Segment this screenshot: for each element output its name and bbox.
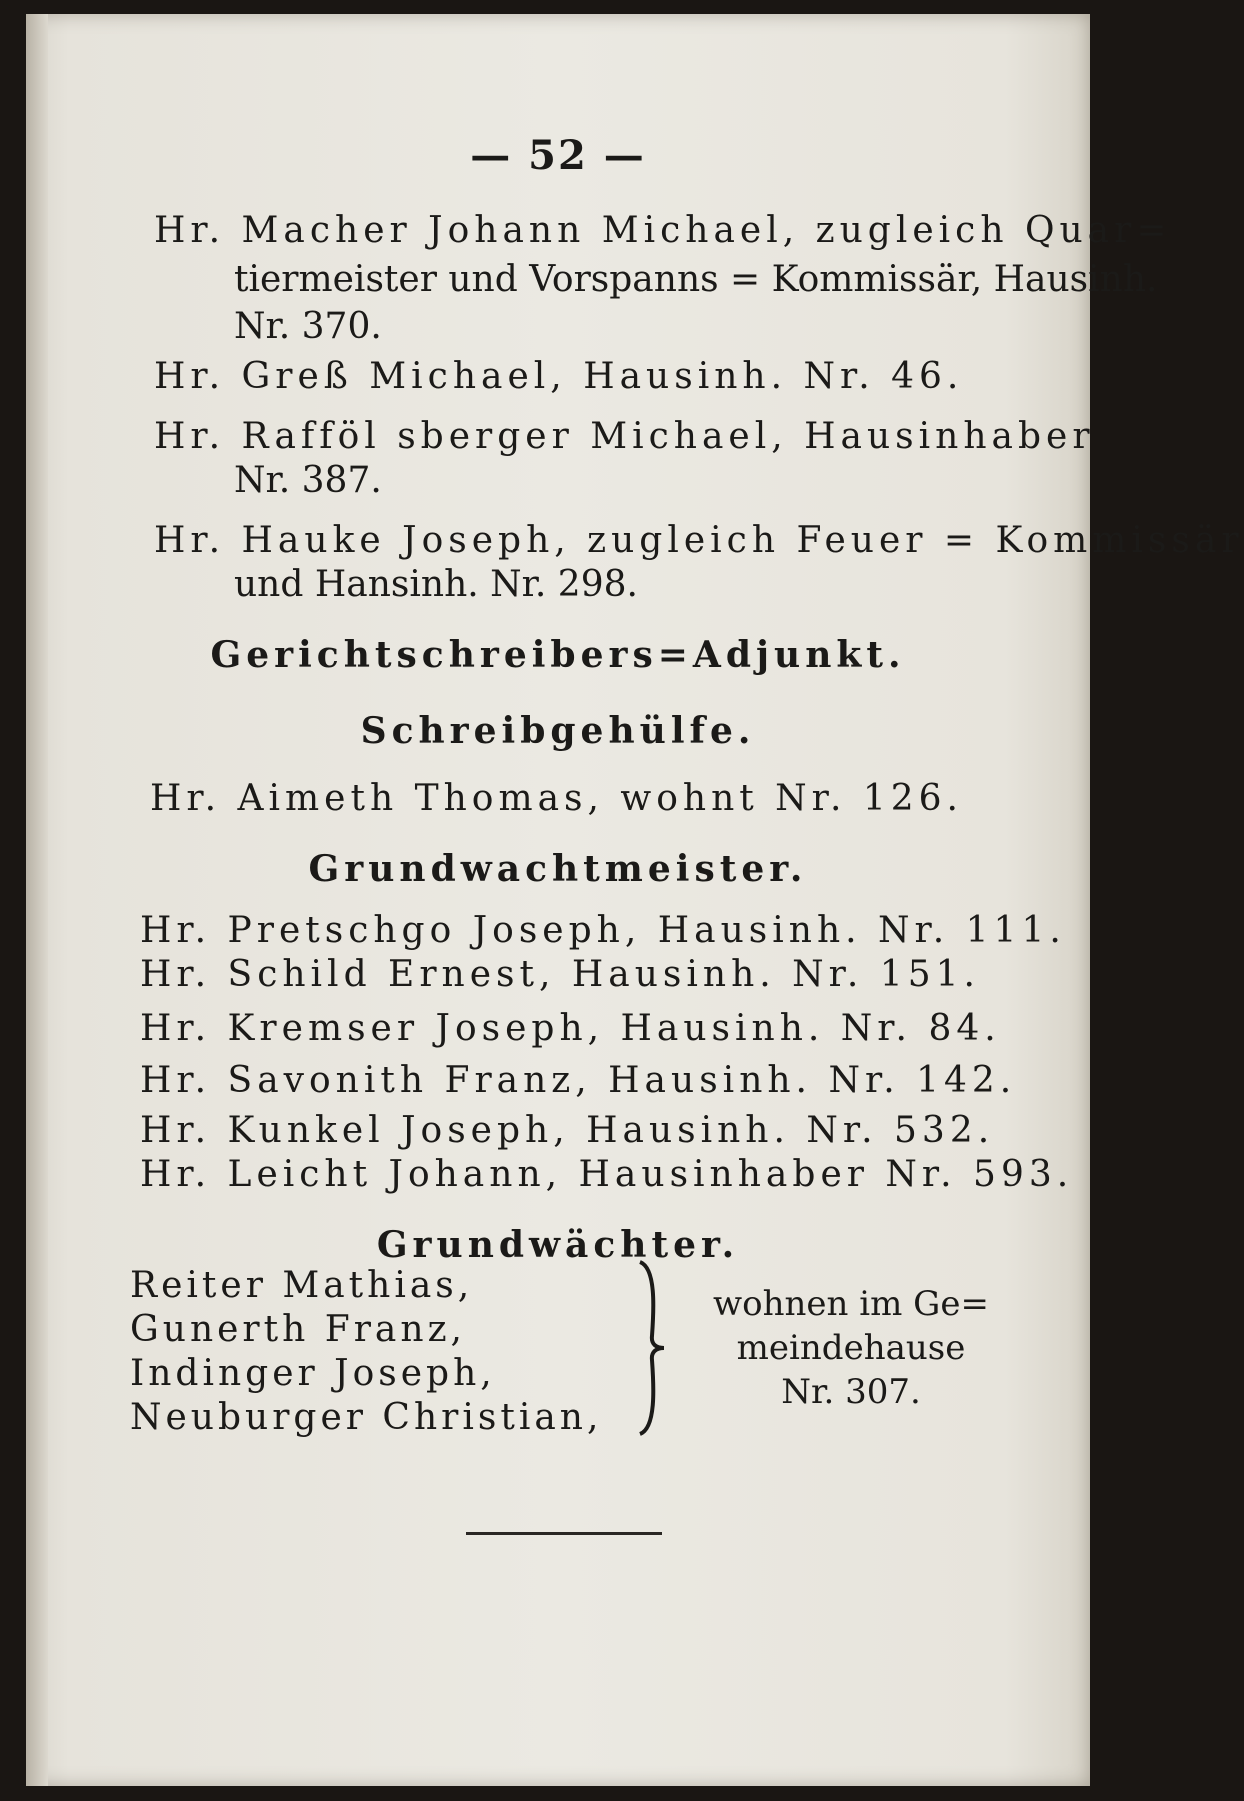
heading-gerichtschreibers-adjunkt: Gerichtschreibers=Adjunkt. (210, 634, 906, 676)
entry-kunkel: Hr. Kunkel Joseph, Hausinh. Nr. 532. (140, 1110, 995, 1151)
waechter-name: Reiter Mathias, (130, 1265, 474, 1306)
closing-rule (466, 1532, 662, 1535)
entry-leicht: Hr. Leicht Johann, Hausinhaber Nr. 593. (140, 1154, 1074, 1195)
heading-schreibgehuelfe: Schreibgehülfe. (360, 710, 756, 752)
waechter-names (130, 1264, 602, 1440)
paper-page (26, 14, 1244, 1786)
entry-raffoelsberger-line1: Hr. Rafföl sberger Michael, Hausinhaber (154, 416, 1095, 457)
heading-grundwaechter: Grundwächter. (376, 1224, 740, 1266)
page-content (26, 14, 1244, 1786)
entry-savonith: Hr. Savonith Franz, Hausinh. Nr. 142. (140, 1060, 1017, 1101)
curly-brace (630, 1258, 670, 1438)
entry-macher-line1: Hr. Macher Johann Michael, zugleich Quar= (154, 210, 1172, 251)
entry-gress: Hr. Greß Michael, Hausinh. Nr. 46. (154, 356, 964, 397)
entry-macher-line3: Nr. 370. (234, 306, 382, 347)
entry-pretschgo: Hr. Pretschgo Joseph, Hausinh. Nr. 111. (140, 910, 1066, 951)
waechter-name: Indinger Joseph, (130, 1353, 496, 1394)
waechter-residence (686, 1282, 1016, 1414)
waechter-name: Gunerth Franz, (130, 1309, 466, 1350)
residence-line: meindehause (736, 1328, 966, 1368)
entry-macher-line2: tiermeister und Vorspanns = Kommissär, Hausinh. (234, 259, 1158, 300)
entry-hauke-line2: und Hansinh. Nr. 298. (234, 564, 638, 605)
residence-line: wohnen im Ge= (713, 1284, 989, 1324)
residence-line: Nr. 307. (781, 1372, 921, 1412)
waechter-name: Neuburger Christian, (130, 1397, 603, 1438)
entry-aimeth: Hr. Aimeth Thomas, wohnt Nr. 126. (150, 778, 963, 819)
page-number: — 52 — (470, 132, 646, 179)
entry-kremser: Hr. Kremser Joseph, Hausinh. Nr. 84. (140, 1008, 1001, 1049)
entry-schild: Hr. Schild Ernest, Hausinh. Nr. 151. (140, 954, 980, 995)
entry-raffoelsberger-line2: Nr. 387. (234, 460, 382, 501)
heading-grundwachtmeister: Grundwachtmeister. (308, 848, 808, 890)
entry-hauke-line1: Hr. Hauke Joseph, zugleich Feuer = Kommissär (154, 520, 1244, 561)
